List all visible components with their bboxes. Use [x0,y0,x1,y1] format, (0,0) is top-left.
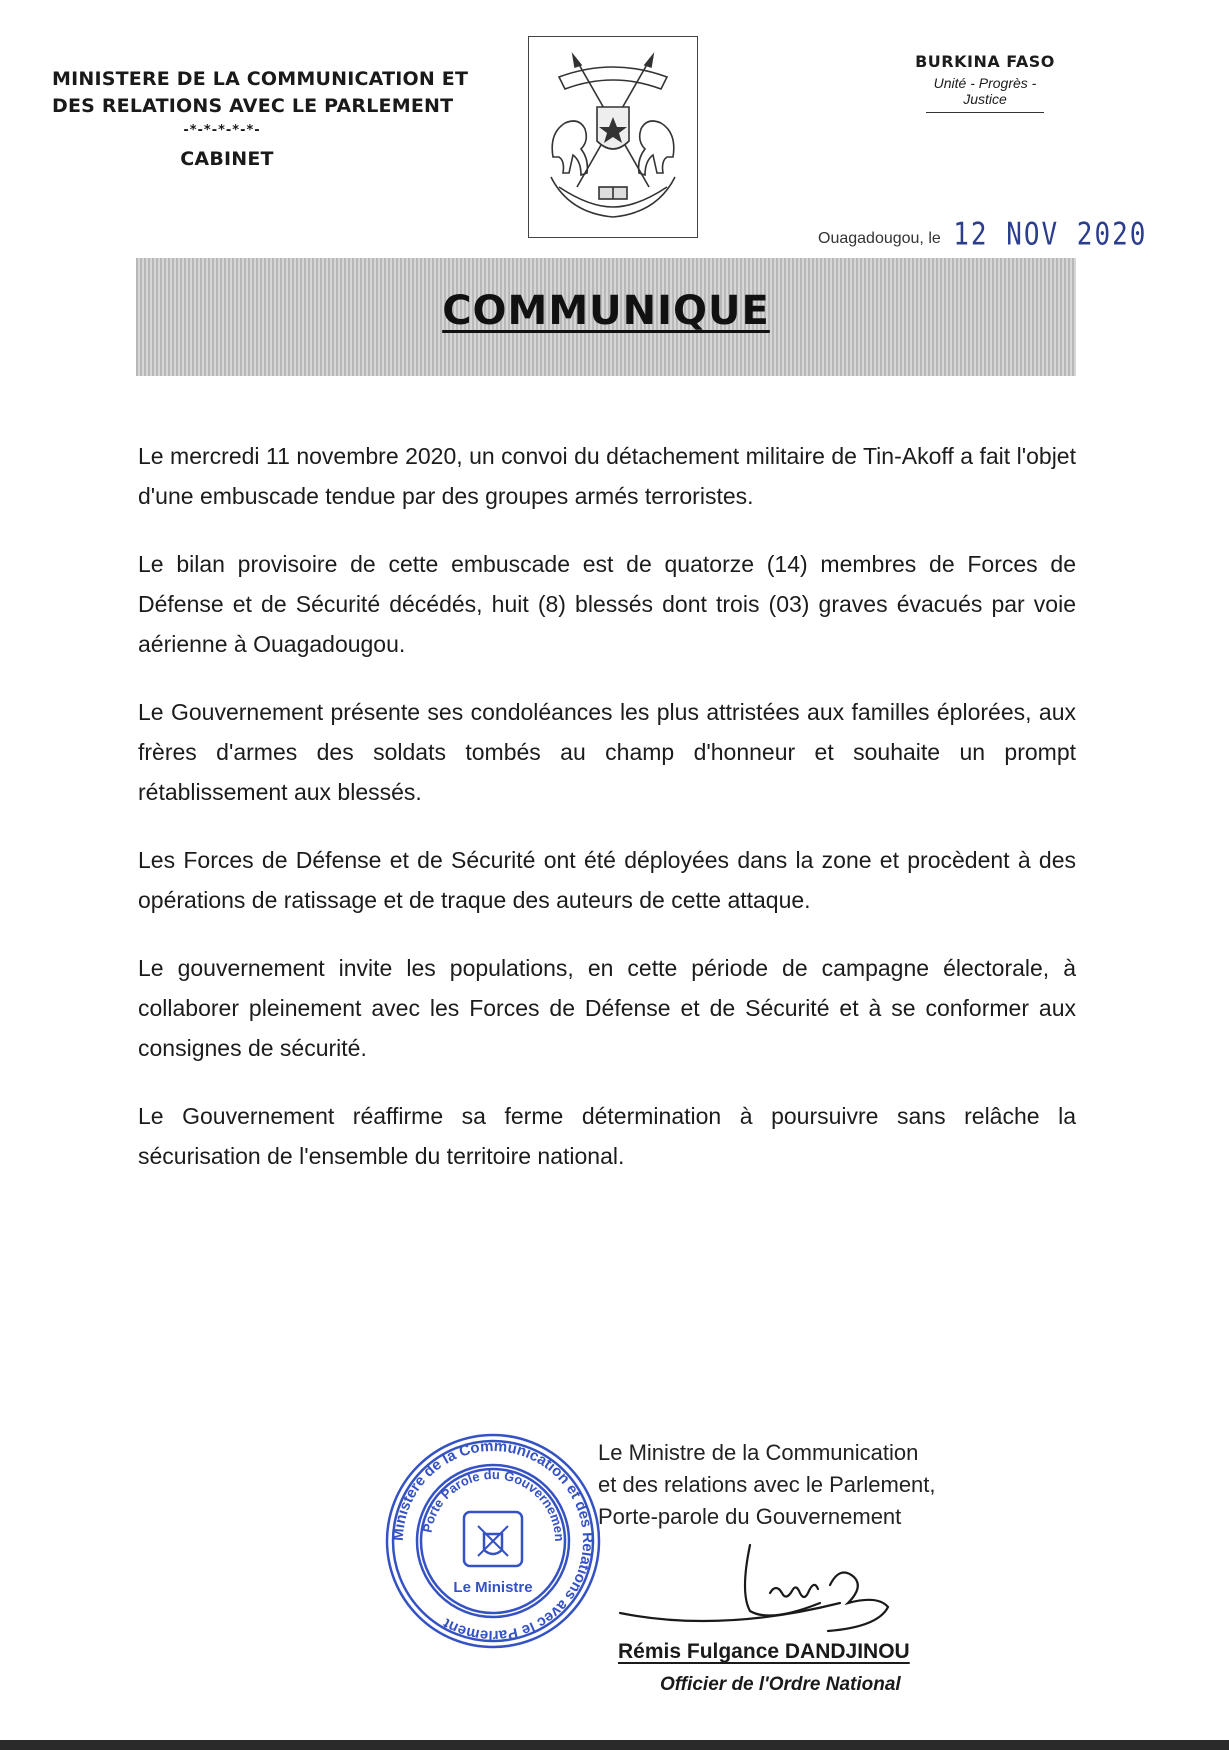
document-title: COMMUNIQUE [442,288,770,334]
signatory-title-line-3: Porte-parole du Gouvernement [598,1504,902,1529]
signatory-title [598,1437,1018,1533]
ministry-line-2: DES RELATIONS AVEC LE PARLEMENT [52,95,454,117]
ministry-line-1: MINISTERE DE LA COMMUNICATION ET [52,68,469,90]
dateline [818,217,1148,253]
communique-body [138,436,1076,1204]
signatory-title-line-2: et des relations avec le Parlement, [598,1472,936,1497]
country-header [860,52,1110,113]
coat-of-arms [528,36,698,238]
seal-center-text: Le Ministre [453,1579,533,1596]
title-banner [136,258,1076,376]
date-label: Ouagadougou, le [818,230,941,247]
ministry-stars: -*-*-*-*-*- [183,123,261,138]
date-stamp: 12 NOV 2020 [953,217,1148,253]
paragraph: Le bilan provisoire de cette embuscade est de quatorze (14) membres de Forces de Défense et de Sécurité décédés, huit (8) blessés dont trois (03) graves évacués par voie aérienne à Ouagadougou. [138,551,1076,657]
country-motto: Unité - Progrès - Justice [926,75,1044,113]
seal-icon [382,1430,604,1652]
paragraph: Le mercredi 11 novembre 2020, un convoi du détachement militaire de Tin-Akoff a fait l'objet d'une embuscade tendue par des groupes armés terroristes. [138,443,1076,509]
paragraph: Le Gouvernement réaffirme sa ferme détermination à poursuivre sans relâche la sécurisation de l'ensemble du territoire national. [138,1103,1076,1169]
signatory-title-line-1: Le Ministre de la Communication [598,1440,919,1465]
country-name: BURKINA FASO [915,52,1055,71]
ministry-header [52,66,522,173]
coat-of-arms-icon [529,37,697,237]
paragraph: Les Forces de Défense et de Sécurité ont été déployées dans la zone et procèdent à des opérations de ratissage et de traque des auteurs de cette attaque. [138,847,1076,913]
paragraph: Le Gouvernement présente ses condoléances les plus attristées aux familles éplorées, aux frères d'armes des soldats tombés au champ d'honneur et souhaite un prompt rétablissement aux blessés. [138,699,1076,805]
handwritten-signature [600,1533,960,1633]
seal-outer-text: Ministère de la Communication et des Relations avec le Parlement [389,1437,597,1645]
cabinet-label: CABINET [180,148,274,170]
scan-border [0,1740,1229,1750]
seal-inner-text: Porte Parole du Gouvernemen [419,1466,568,1542]
signatory-name: Rémis Fulgance DANDJINOU [618,1640,910,1663]
paragraph: Le gouvernement invite les populations, en cette période de campagne électorale, à collaborer pleinement avec les Forces de Défense et de Sécurité et à se conformer aux consignes de sécurité. [138,955,1076,1061]
signatory-rank: Officier de l'Ordre National [660,1674,901,1695]
official-seal [382,1430,604,1652]
